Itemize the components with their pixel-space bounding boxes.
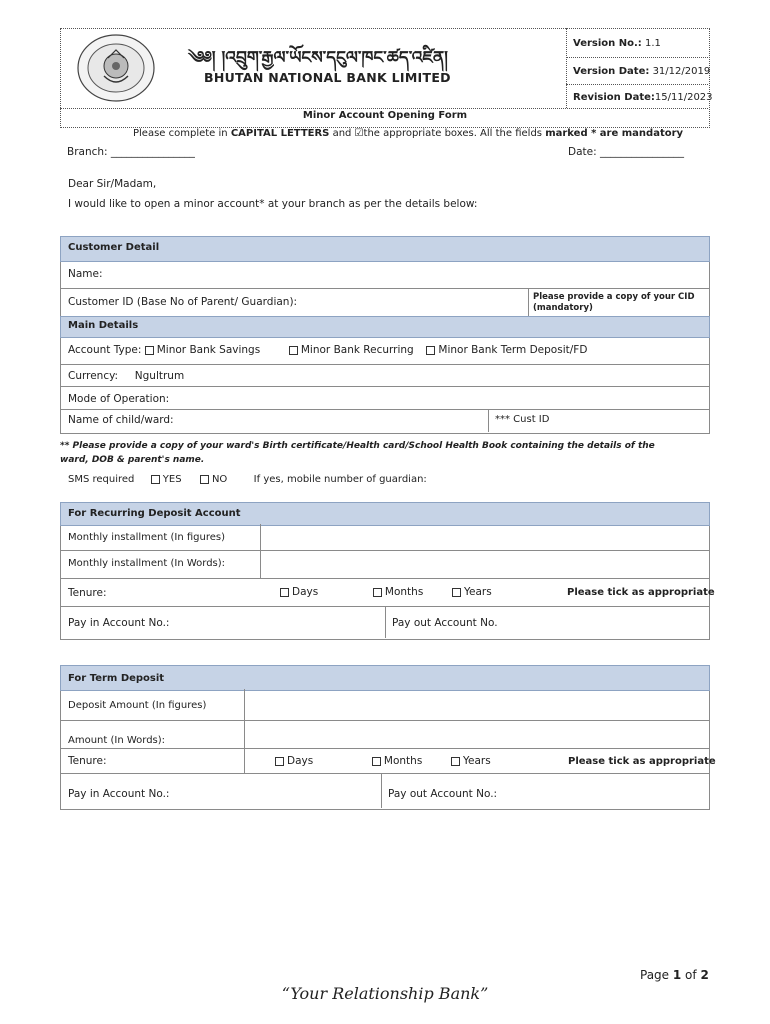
checkbox-recurring[interactable]	[289, 346, 298, 355]
guardian-mobile-label: If yes, mobile number of guardian:	[253, 474, 427, 485]
monthly-figures-input[interactable]	[261, 525, 707, 549]
sms-label: SMS required	[68, 474, 135, 485]
sms-row	[68, 474, 427, 485]
page-prefix: Page	[640, 968, 673, 982]
intro-text: I would like to open a minor account* at your branch as per the details below:	[68, 198, 478, 210]
instructions-mandatory: marked * are mandatory	[545, 128, 684, 139]
recurring-tenure-label: Tenure:	[68, 587, 107, 599]
deposit-figures-label: Deposit Amount (In figures)	[68, 700, 207, 711]
checkbox-term-months[interactable]	[372, 757, 381, 766]
monthly-figures-label: Monthly installment (In figures)	[68, 532, 225, 543]
row-divider	[60, 748, 709, 749]
version-date-value: 31/12/2019	[652, 66, 711, 77]
customer-id-field[interactable]: Customer ID (Base No of Parent/ Guardian):	[68, 296, 298, 308]
option-savings-label: Minor Bank Savings	[156, 344, 261, 356]
page-total: 2	[700, 968, 709, 982]
instructions	[133, 128, 683, 139]
cust-id-divider	[488, 409, 489, 432]
option-recurring-label: Minor Bank Recurring	[300, 344, 414, 356]
bank-logo	[74, 32, 158, 104]
child-name-field[interactable]: Name of child/ward:	[68, 414, 174, 426]
instructions-caps: CAPITAL LETTERS	[230, 128, 330, 139]
years-label: Years	[462, 755, 491, 767]
amount-words-label: Amount (In Words):	[68, 735, 166, 746]
checkbox-recurring-months[interactable]	[373, 588, 382, 597]
currency-row	[68, 370, 184, 382]
page-of: of	[681, 968, 701, 982]
recurring-tenure-options	[280, 586, 492, 598]
main-details-header	[60, 316, 710, 338]
revision-date-value: 15/11/2023	[654, 92, 713, 103]
term-title: For Term Deposit	[68, 673, 165, 684]
checkbox-recurring-days[interactable]	[280, 588, 289, 597]
sms-yes-label: YES	[162, 474, 182, 485]
mode-of-operation-field[interactable]: Mode of Operation:	[68, 393, 170, 405]
checkbox-term-deposit[interactable]	[426, 346, 435, 355]
account-type-row	[68, 344, 587, 356]
recurring-pay-in-field[interactable]: Pay in Account No.:	[68, 617, 170, 629]
date-field[interactable]: Date: ________________	[568, 146, 684, 158]
deposit-figures-input[interactable]	[245, 690, 707, 720]
version-no-value: 1.1	[644, 38, 661, 49]
version-no-label: Version No.:	[573, 38, 642, 49]
term-tenure-label: Tenure:	[68, 755, 107, 767]
months-label: Months	[384, 586, 424, 598]
checkbox-sms-yes[interactable]	[151, 475, 160, 484]
term-pay-out-field[interactable]: Pay out Account No.:	[388, 788, 498, 800]
term-tenure-options	[275, 755, 491, 767]
sms-no-label: NO	[211, 474, 228, 485]
recurring-tick-note: Please tick as appropriate	[567, 587, 715, 598]
pay-divider	[385, 606, 386, 638]
months-label: Months	[383, 755, 423, 767]
currency-label: Currency:	[68, 370, 119, 382]
monthly-words-label: Monthly installment (In Words):	[68, 558, 226, 569]
monthly-words-input[interactable]	[261, 551, 707, 577]
header-divider-1	[566, 57, 708, 58]
checkbox-sms-no[interactable]	[200, 475, 209, 484]
ward-note: ** Please provide a copy of your ward's Birth certificate/Health card/School Health Book containing the details of the ward, DOB & parent's name.	[60, 441, 655, 465]
version-date	[573, 66, 710, 77]
page-current: 1	[672, 968, 682, 982]
header-divider-2	[566, 84, 708, 85]
cust-id-field[interactable]: *** Cust ID	[495, 414, 550, 425]
checkbox-savings[interactable]	[145, 346, 154, 355]
term-tick-note: Please tick as appropriate	[568, 756, 716, 767]
revision-date	[573, 92, 713, 103]
checkbox-term-years[interactable]	[451, 757, 460, 766]
version-no	[573, 38, 661, 49]
recurring-pay-out-field[interactable]: Pay out Account No.	[392, 617, 498, 629]
instructions-part1: Please complete in	[133, 128, 231, 139]
version-date-label: Version Date:	[573, 66, 650, 77]
checkbox-recurring-years[interactable]	[452, 588, 461, 597]
pay-divider	[381, 773, 382, 808]
cid-note: Please provide a copy of your CID (mandatory)	[533, 292, 695, 313]
bank-name: BHUTAN NATIONAL BANK LIMITED	[204, 70, 451, 85]
row-divider	[60, 409, 709, 410]
row-divider	[60, 578, 709, 579]
header-divider-3	[60, 108, 708, 109]
tagline: “Your Relationship Bank”	[281, 984, 489, 1003]
term-pay-in-field[interactable]: Pay in Account No.:	[68, 788, 170, 800]
header-divider-vertical	[566, 28, 567, 108]
currency-value: Ngultrum	[134, 370, 185, 382]
recurring-title: For Recurring Deposit Account	[68, 508, 241, 519]
checkbox-term-days[interactable]	[275, 757, 284, 766]
revision-date-label: Revision Date:	[573, 92, 655, 103]
row-divider	[60, 773, 709, 774]
branch-field[interactable]: Branch: ________________	[67, 146, 195, 158]
amount-words-input[interactable]	[245, 721, 707, 748]
main-details-title: Main Details	[68, 320, 139, 331]
days-label: Days	[287, 755, 314, 767]
tibetan-bank-name: ༄༅། །འབྲུག་རྒྱལ་ཡོངས་དངུལ་ཁང་ཚད་འཛིན།	[188, 48, 448, 68]
row-divider	[60, 364, 709, 365]
cid-divider	[528, 288, 529, 317]
form-title: Minor Account Opening Form	[302, 110, 468, 121]
salutation: Dear Sir/Madam,	[68, 178, 157, 190]
row-divider	[60, 386, 709, 387]
instructions-part2: and ☑the appropriate boxes. All the fields	[329, 128, 546, 139]
row-divider	[60, 288, 709, 289]
page-number	[640, 968, 709, 982]
name-field[interactable]: Name:	[68, 268, 103, 280]
option-term-label: Minor Bank Term Deposit/FD	[438, 344, 588, 356]
days-label: Days	[292, 586, 319, 598]
customer-detail-title: Customer Detail	[68, 242, 160, 253]
account-type-label: Account Type:	[68, 344, 142, 356]
years-label: Years	[463, 586, 492, 598]
